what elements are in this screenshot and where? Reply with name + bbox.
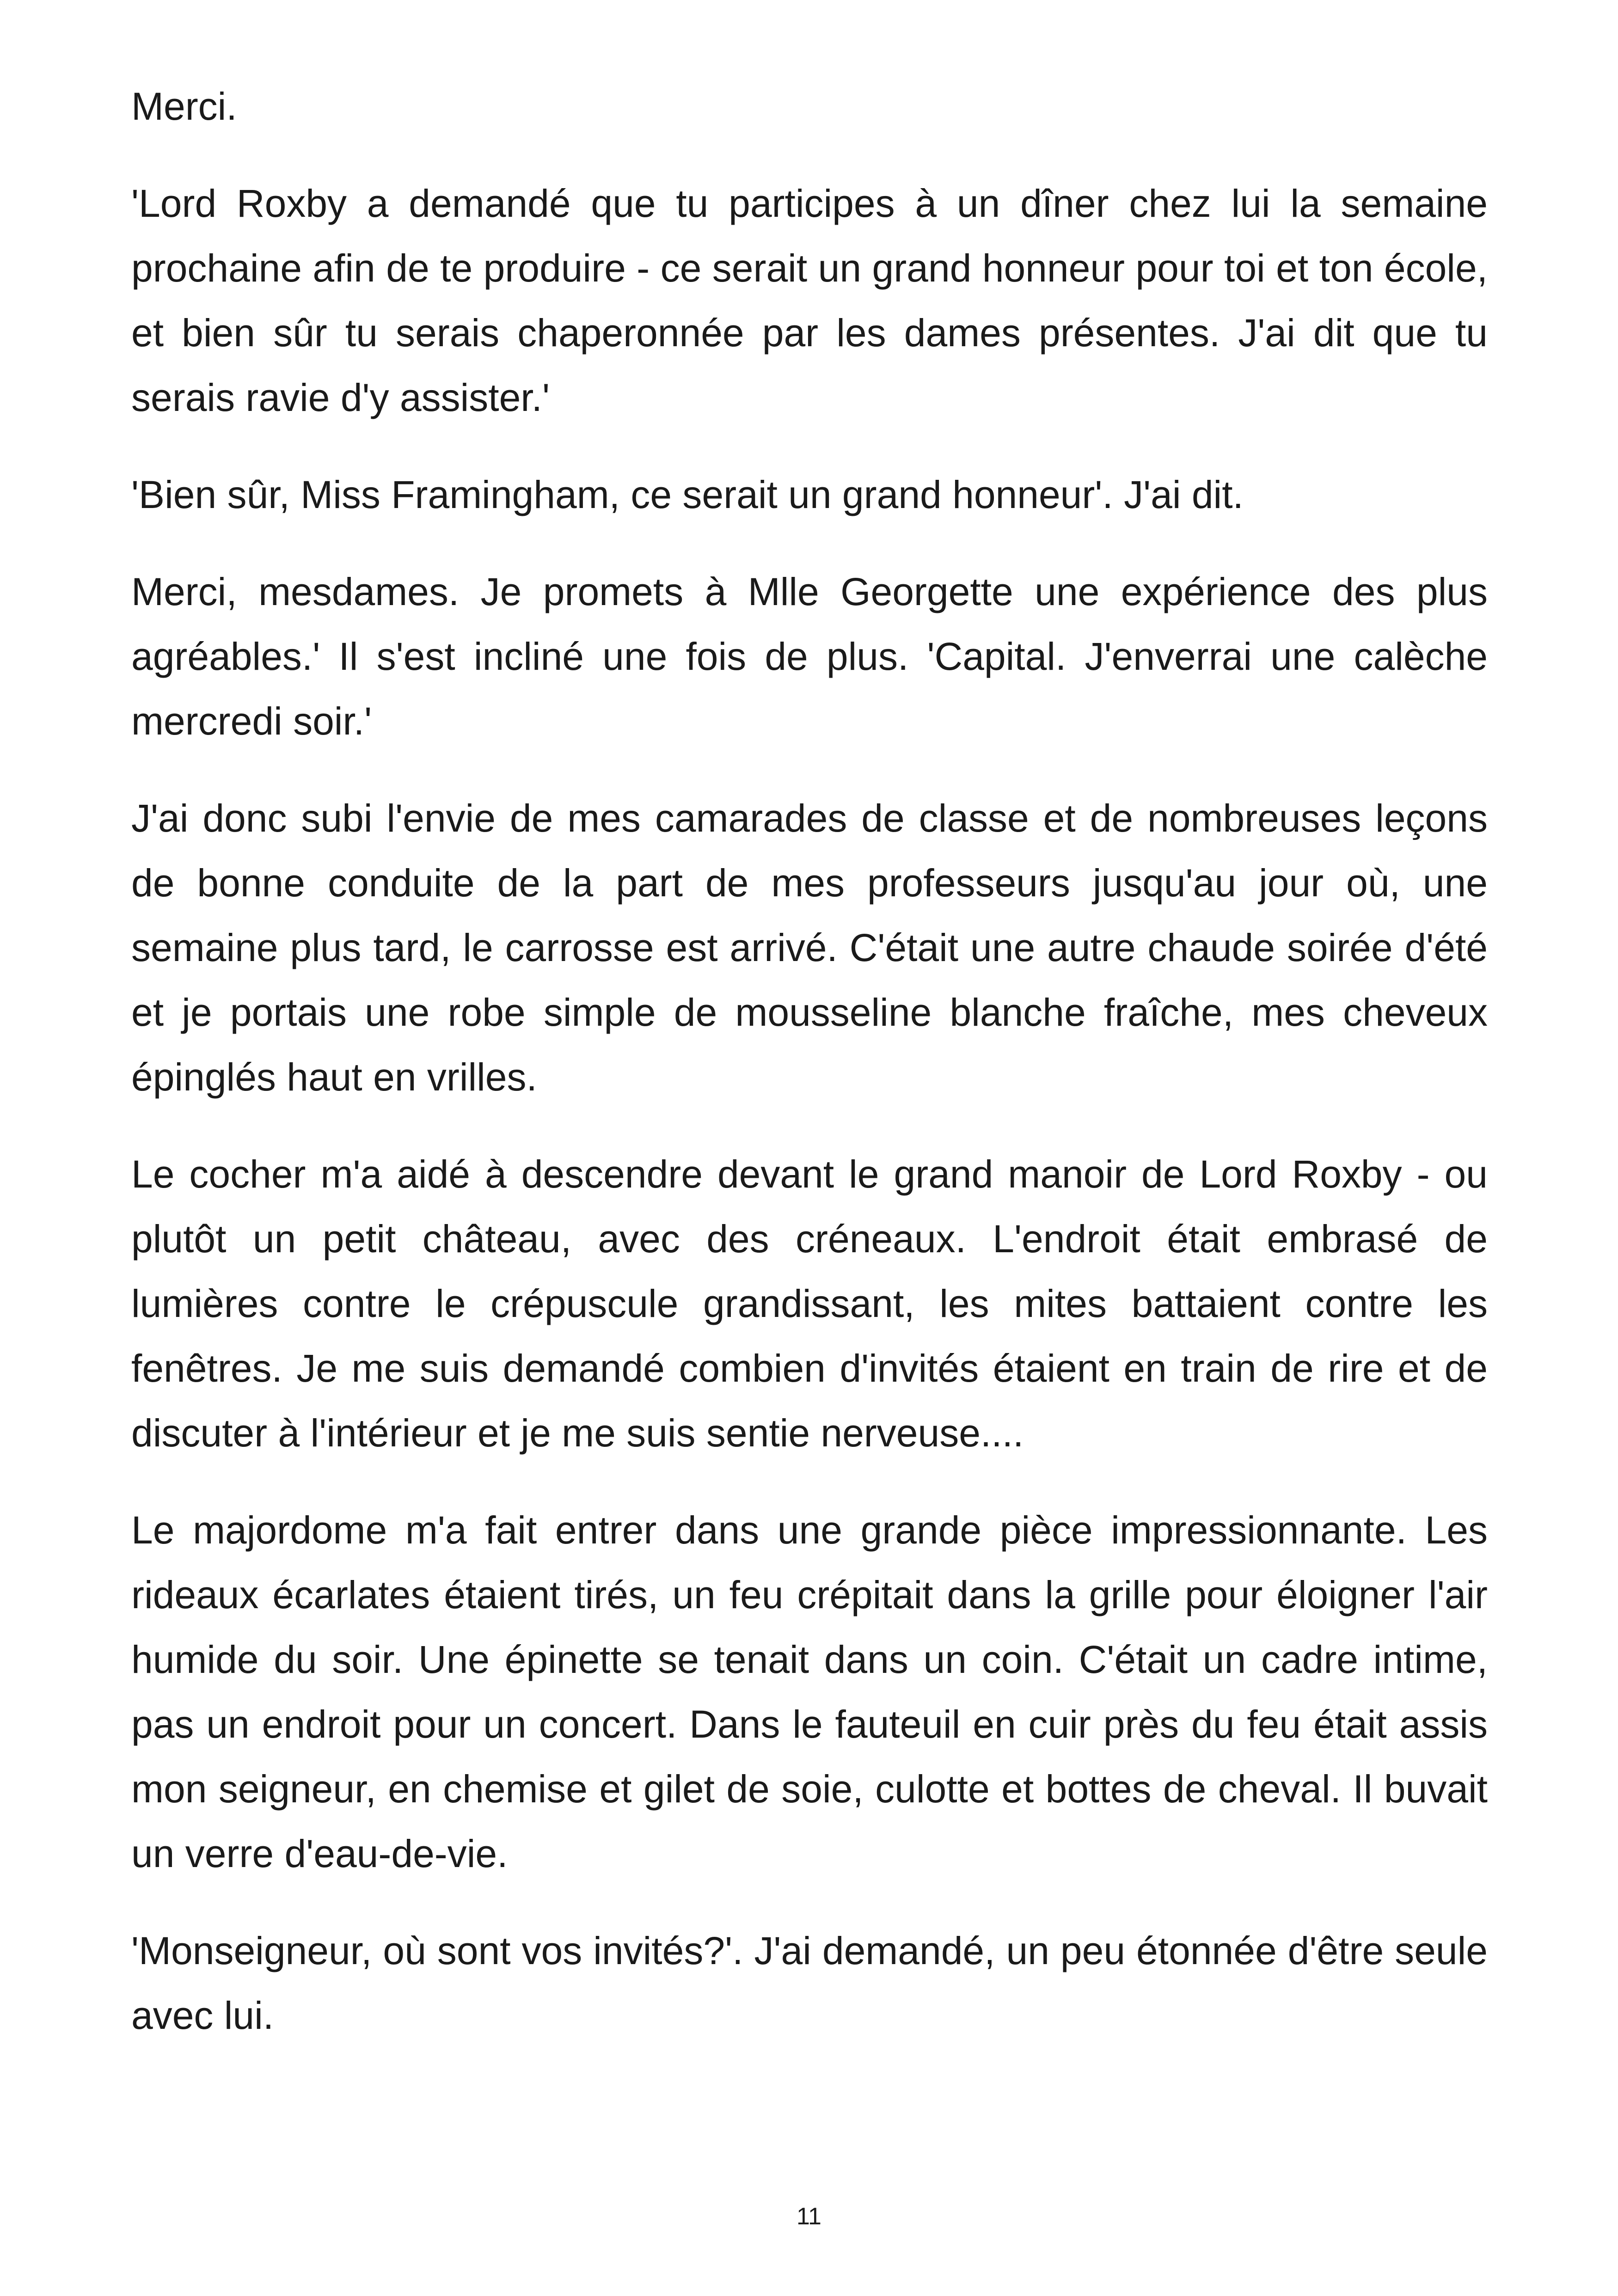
paragraph-2: 'Lord Roxby a demandé que tu participes à un dîner chez lui la semaine prochaine afin de te produire - ce serait un grand honneur pour toi et ton école, et bien sûr tu serais chaperonnée par les dames présentes. J'ai dit que tu serais ravie d'y assister.' (131, 182, 1488, 419)
body-text (131, 74, 1488, 2080)
paragraph-8: 'Monseigneur, où sont vos invités?'. J'ai demandé, un peu étonnée d'être seule avec lui. (131, 1929, 1488, 2037)
paragraph-3: 'Bien sûr, Miss Framingham, ce serait un grand honneur'. J'ai dit. (131, 473, 1244, 516)
paragraph-7: Le majordome m'a fait entrer dans une grande pièce impressionnante. Les rideaux écarlates étaient tirés, un feu crépitait dans la grille pour éloigner l'air humide du soir. Une épinette se tenait dans un coin. C'était un cadre intime, pas un endroit pour un concert. Dans le fauteuil en cuir près du feu était assis mon seigneur, en chemise et gilet de soie, culotte et bottes de cheval. Il buvait un verre d'eau-de-vie. (131, 1508, 1488, 1875)
paragraph-6: Le cocher m'a aidé à descendre devant le grand manoir de Lord Roxby - ou plutôt un petit château, avec des créneaux. L'endroit était embrasé de lumières contre le crépuscule grandissant, les mites battaient contre les fenêtres. Je me suis demandé combien d'invités étaient en train de rire et de discuter à l'intérieur et je me suis sentie nerveuse.... (131, 1152, 1488, 1455)
paragraph-5: J'ai donc subi l'envie de mes camarades de classe et de nombreuses leçons de bonne conduite de la part de mes professeurs jusqu'au jour où, une semaine plus tard, le carrosse est arrivé. C'était une autre chaude soirée d'été et je portais une robe simple de mousseline blanche fraîche, mes cheveux épinglés haut en vrilles. (131, 796, 1488, 1099)
page-number: 11 (797, 2203, 821, 2230)
paragraph-4: Merci, mesdames. Je promets à Mlle Georgette une expérience des plus agréables.' Il s'est incliné une fois de plus. 'Capital. J'enverrai une calèche mercredi soir.' (131, 570, 1488, 743)
paragraph-1: Merci. (131, 85, 237, 128)
